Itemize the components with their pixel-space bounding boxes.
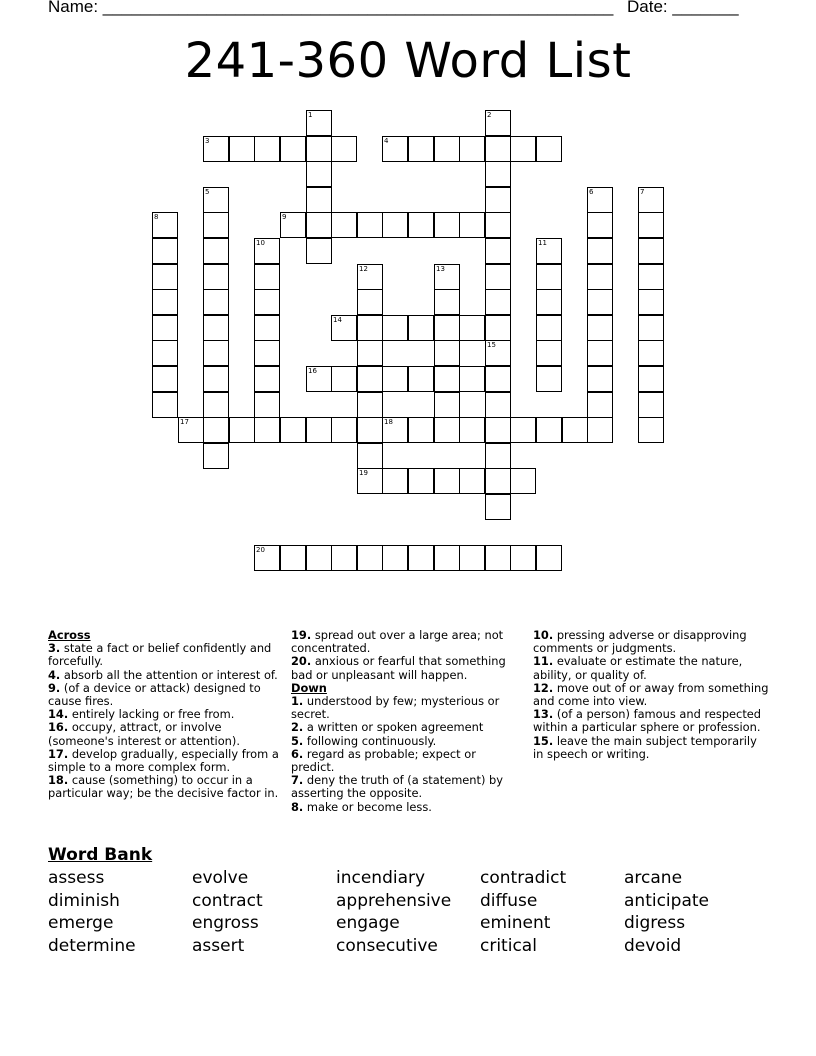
grid-cell[interactable] [306,136,332,162]
grid-cell[interactable] [485,468,511,494]
grid-cell[interactable] [638,417,664,443]
grid-cell[interactable] [485,289,511,315]
grid-cell[interactable] [408,136,434,162]
grid-cell[interactable] [485,264,511,290]
grid-cell[interactable] [536,289,562,315]
grid-cell[interactable] [229,417,255,443]
grid-cell[interactable] [408,468,434,494]
word-bank-item: assert [192,935,245,956]
clue-across-19: 19. spread out over a large area; not concentrated. [291,628,504,656]
word-bank-item: assess [48,868,105,888]
clue-across-16: 16. occupy, attract, or involve (someone's interest or attention). [48,720,240,748]
clue-down-2: 2. a written or spoken agreement [291,720,484,735]
grid-cell[interactable] [203,340,229,366]
grid-cell[interactable] [306,110,332,136]
grid-cell[interactable] [536,238,562,264]
grid-cell[interactable] [638,238,664,264]
clues-column-2 [291,629,521,814]
grid-cell[interactable] [638,392,664,418]
grid-cell[interactable] [536,136,562,162]
grid-cell[interactable] [203,238,229,264]
word-bank-item: engross [192,913,259,934]
grid-cell[interactable] [306,366,332,392]
grid-cell[interactable] [203,366,229,392]
grid-cell[interactable] [280,545,306,571]
clue-across-4: 4. absorb all the attention or interest of. [48,667,278,682]
word-bank-item: diffuse [480,890,538,911]
grid-cell[interactable] [203,187,229,213]
grid-cell[interactable] [254,238,280,264]
clue-down-15: 15. leave the main subject temporarily in speech or writing. [533,733,757,761]
grid-cell[interactable] [178,417,204,443]
grid-cell[interactable] [382,545,408,571]
grid-cell[interactable] [587,392,613,418]
grid-cell[interactable] [357,264,383,290]
grid-cell[interactable] [357,545,383,571]
grid-cell[interactable] [306,545,332,571]
grid-cell[interactable] [203,289,229,315]
grid-cell[interactable] [485,238,511,264]
clue-down-5: 5. following continuously. [291,733,437,748]
grid-cell[interactable] [408,545,434,571]
grid-cell[interactable] [459,315,485,341]
grid-cell[interactable] [382,315,408,341]
grid-cell[interactable] [638,289,664,315]
grid-cell[interactable] [203,212,229,238]
clue-number: 13 [436,265,445,273]
clues-column-1 [48,629,284,801]
word-bank-item: consecutive [336,935,438,956]
grid-cell[interactable] [536,417,562,443]
clue-down-12: 12. move out of or away from something and come into view. [533,680,769,709]
word-bank-item: devoid [624,935,682,956]
grid-cell[interactable] [382,468,408,494]
clue-number: 5 [205,188,210,196]
grid-cell[interactable] [434,212,460,238]
grid-cell[interactable] [203,443,229,469]
grid-cell[interactable] [485,443,511,469]
grid-cell[interactable] [203,136,229,162]
grid-cell[interactable] [485,161,511,187]
grid-cell[interactable] [638,264,664,290]
clue-number: 19 [359,469,368,477]
grid-cell[interactable] [152,264,178,290]
grid-cell[interactable] [331,136,357,162]
grid-cell[interactable] [459,366,485,392]
grid-cell[interactable] [152,289,178,315]
grid-cell[interactable] [638,340,664,366]
word-bank-item: arcane [624,868,683,888]
grid-cell[interactable] [408,212,434,238]
clue-number: 1 [308,111,313,119]
name-field-label: Name: ______________________________________________________ [48,0,614,16]
grid-cell[interactable] [152,212,178,238]
grid-cell[interactable] [459,136,485,162]
word-bank-item: determine [48,935,136,956]
word-bank-item: emerge [48,913,114,934]
grid-cell[interactable] [306,417,332,443]
grid-cell[interactable] [382,212,408,238]
grid-cell[interactable] [434,136,460,162]
grid-cell[interactable] [485,545,511,571]
grid-cell[interactable] [587,315,613,341]
clue-number: 14 [333,316,342,324]
word-bank-item: evolve [192,868,249,888]
grid-cell[interactable] [434,366,460,392]
grid-cell[interactable] [638,212,664,238]
clue-number: 16 [308,367,317,375]
grid-cell[interactable] [152,392,178,418]
clue-across-14: 14. entirely lacking or free from. [48,707,235,722]
grid-cell[interactable] [357,366,383,392]
clues-column-3 [533,629,769,761]
word-bank-heading: Word Bank [48,845,153,865]
grid-cell[interactable] [485,417,511,443]
grid-cell[interactable] [152,366,178,392]
word-bank-item: contract [192,890,263,911]
grid-cell[interactable] [459,468,485,494]
grid-cell[interactable] [510,417,536,443]
date-field-label: Date: _______ [627,0,739,16]
grid-cell[interactable] [485,110,511,136]
grid-cell[interactable] [536,340,562,366]
grid-cell[interactable] [382,417,408,443]
grid-cell[interactable] [331,417,357,443]
grid-cell[interactable] [638,366,664,392]
grid-cell[interactable] [357,443,383,469]
across-heading: Across [48,628,91,642]
clue-across-9: 9. (of a device or attack) designed to cause fires. [48,680,261,709]
clue-number: 8 [154,213,159,221]
clue-number: 9 [282,213,287,221]
clue-number: 18 [384,418,393,426]
grid-cell[interactable] [459,545,485,571]
grid-cell[interactable] [203,417,229,443]
word-bank-item: engage [336,913,400,934]
grid-cell[interactable] [485,136,511,162]
grid-cell[interactable] [306,161,332,187]
grid-cell[interactable] [203,392,229,418]
grid-cell[interactable] [408,366,434,392]
clue-down-11: 11. evaluate or estimate the nature, ability, or quality of. [533,654,743,682]
word-bank [48,868,778,958]
grid-cell[interactable] [434,417,460,443]
grid-cell[interactable] [357,417,383,443]
grid-cell[interactable] [536,264,562,290]
grid-cell[interactable] [485,366,511,392]
grid-cell[interactable] [434,468,460,494]
grid-cell[interactable] [382,366,408,392]
grid-cell[interactable] [434,392,460,418]
grid-cell[interactable] [280,212,306,238]
grid-cell[interactable] [331,545,357,571]
grid-cell[interactable] [254,340,280,366]
grid-cell[interactable] [485,392,511,418]
word-bank-item: critical [480,935,537,956]
clue-number: 20 [256,546,265,554]
grid-cell[interactable] [280,417,306,443]
grid-cell[interactable] [280,136,306,162]
grid-cell[interactable] [562,417,588,443]
grid-cell[interactable] [459,212,485,238]
clue-number: 2 [487,111,492,119]
word-bank-item: contradict [480,868,567,888]
clue-number: 7 [640,188,645,196]
clue-number: 6 [589,188,594,196]
clue-down-7: 7. deny the truth of (a statement) by asserting the opposite. [291,773,504,801]
grid-cell[interactable] [254,417,280,443]
grid-cell[interactable] [306,238,332,264]
clue-number: 17 [180,418,189,426]
grid-cell[interactable] [152,238,178,264]
grid-cell[interactable] [203,264,229,290]
page-title: 241-360 Word List [184,33,632,89]
grid-cell[interactable] [306,212,332,238]
clue-down-6: 6. regard as probable; expect or predict. [291,746,476,775]
clue-across-17: 17. develop gradually, especially from a simple to a more complex form. [48,746,279,775]
grid-cell[interactable] [638,187,664,213]
grid-cell[interactable] [485,340,511,366]
grid-cell[interactable] [434,315,460,341]
word-bank-item: incendiary [336,868,426,888]
grid-cell[interactable] [254,366,280,392]
clue-down-1: 1. understood by few; mysterious or secret. [291,694,500,722]
grid-cell[interactable] [587,340,613,366]
grid-cell[interactable] [485,494,511,520]
grid-cell[interactable] [536,545,562,571]
word-bank-item: digress [624,913,686,934]
grid-cell[interactable] [536,315,562,341]
grid-cell[interactable] [357,468,383,494]
grid-cell[interactable] [357,289,383,315]
grid-cell[interactable] [254,315,280,341]
grid-cell[interactable] [254,392,280,418]
grid-cell[interactable] [510,545,536,571]
grid-cell[interactable] [408,417,434,443]
clue-across-3: 3. state a fact or belief confidently and forcefully. [48,641,272,669]
grid-cell[interactable] [587,417,613,443]
grid-cell[interactable] [152,340,178,366]
grid-cell[interactable] [485,187,511,213]
clue-number: 10 [256,239,265,247]
word-bank-item: eminent [480,913,551,934]
grid-cell[interactable] [434,545,460,571]
clue-down-10: 10. pressing adverse or disapproving comments or judgments. [533,628,747,656]
word-bank-item: diminish [48,890,120,911]
grid-cell[interactable] [587,238,613,264]
grid-cell[interactable] [357,392,383,418]
grid-cell[interactable] [229,136,255,162]
grid-cell[interactable] [382,136,408,162]
grid-cell[interactable] [331,315,357,341]
grid-cell[interactable] [203,315,229,341]
word-bank-item: apprehensive [336,890,452,911]
grid-cell[interactable] [254,264,280,290]
clue-number: 11 [538,239,547,247]
clue-down-8: 8. make or become less. [291,799,432,814]
grid-cell[interactable] [408,315,434,341]
grid-cell[interactable] [536,366,562,392]
grid-cell[interactable] [587,366,613,392]
grid-cell[interactable] [254,136,280,162]
word-bank-item: anticipate [624,890,709,911]
clue-across-20: 20. anxious or fearful that something bad or unpleasant will happen. [291,654,506,682]
grid-cell[interactable] [434,340,460,366]
grid-cell[interactable] [357,340,383,366]
clue-down-13: 13. (of a person) famous and respected within a particular sphere or profession. [533,707,762,735]
grid-cell[interactable] [638,315,664,341]
grid-cell[interactable] [434,264,460,290]
grid-cell[interactable] [459,417,485,443]
grid-cell[interactable] [587,187,613,213]
grid-cell[interactable] [434,289,460,315]
clue-number: 3 [205,137,210,145]
grid-cell[interactable] [485,212,511,238]
grid-cell[interactable] [587,264,613,290]
grid-cell[interactable] [510,136,536,162]
clue-number: 15 [487,341,496,349]
grid-cell[interactable] [254,289,280,315]
clue-number: 4 [384,137,389,145]
clue-across-18: 18. cause (something) to occur in a particular way; be the decisive factor in. [48,773,279,801]
grid-cell[interactable] [485,315,511,341]
clue-number: 12 [359,265,368,273]
grid-cell[interactable] [587,212,613,238]
grid-cell[interactable] [306,187,332,213]
grid-cell[interactable] [331,366,357,392]
grid-cell[interactable] [510,468,536,494]
grid-cell[interactable] [254,545,280,571]
down-heading: Down [291,680,327,695]
grid-cell[interactable] [357,315,383,341]
grid-cell[interactable] [152,315,178,341]
grid-cell[interactable] [587,289,613,315]
grid-cell[interactable] [357,212,383,238]
grid-cell[interactable] [331,212,357,238]
